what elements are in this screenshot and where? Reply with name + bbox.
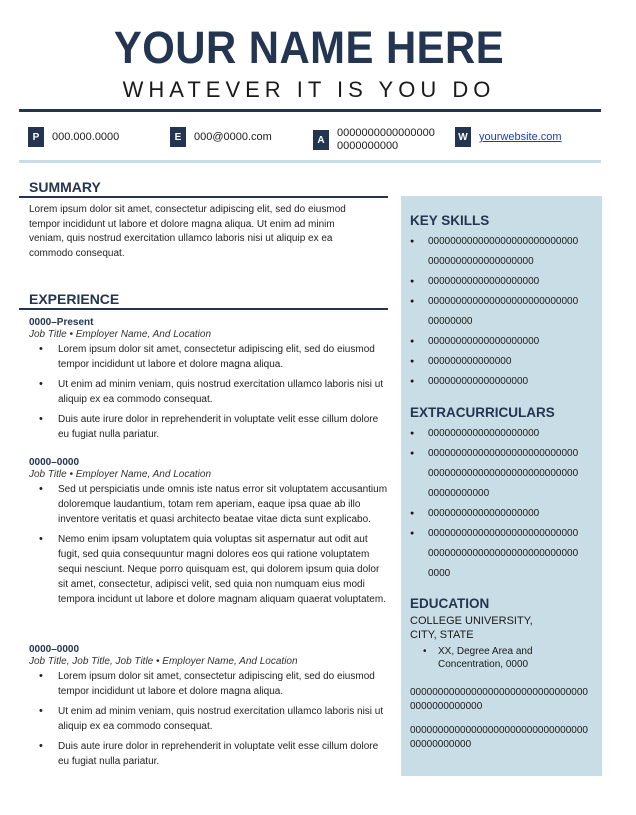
experience-heading: EXPERIENCE bbox=[29, 291, 120, 307]
list-item: ● 0000000000000000000000000000000000000000000000 bbox=[410, 232, 583, 272]
summary-text: Lorem ipsum dolor sit amet, consectetur adipiscing elit, sed do eiusmod tempor incididunt ut labore et dolore magna aliqua. Ut enim ad minim veniam, quis nostrud exercitation ullamco laboris nisi ut aliquip ex ea commodo consequat. bbox=[29, 204, 346, 259]
contact-address bbox=[313, 127, 435, 153]
list-item: • Ut enim ad minim veniam, quis nostrud exercitation ullamco laboris nisi ut aliquip ex ea commodo consequat. bbox=[29, 704, 389, 734]
job-2-date: 0000–0000 bbox=[29, 457, 80, 468]
address-value bbox=[337, 127, 435, 153]
job-3-bullets bbox=[29, 669, 389, 774]
list-item: ● 00000000000000000000 bbox=[410, 272, 583, 292]
experience-rule bbox=[19, 308, 388, 310]
education-degree-list bbox=[410, 645, 563, 671]
contact-email bbox=[170, 127, 272, 147]
list-item: ● 00000000000000000000 bbox=[410, 504, 583, 524]
list-item: • Duis aute irure dolor in reprehenderit in voluptate velit esse cillum dolore eu fugiat nulla pariatur. bbox=[29, 739, 389, 769]
summary-rule bbox=[19, 196, 388, 198]
resume-tagline: WHATEVER IT IS YOU DO bbox=[122, 77, 496, 102]
education-school-line-2: CITY, STATE bbox=[410, 629, 474, 641]
website-badge: W bbox=[455, 127, 471, 147]
list-item: ● 000000000000000 bbox=[410, 352, 583, 372]
job-3-title: Job Title, Job Title, Job Title • Employer Name, And Location bbox=[29, 656, 298, 667]
list-item: • Nemo enim ipsam voluptatem quia voluptas sit aspernatur aut odit aut fugit, sed quia consequuntur magni dolores eos qui ratione voluptatem sequi nesciunt. Neque porro quisquam est, qui dolorem ipsum quia dolor sit amet, consectetur, adipisci velit, sed quia non numquam eius modi tempora incidunt ut labore et dolore magnam aliquam quaerat voluptatem. bbox=[29, 532, 389, 607]
contact-website bbox=[455, 127, 562, 147]
website-link[interactable]: yourwebsite.com bbox=[479, 131, 562, 143]
list-item: • Lorem ipsum dolor sit amet, consectetur adipiscing elit, sed do eiusmod tempor incididunt ut labore et dolore magna aliqua. bbox=[29, 342, 389, 372]
education-block-2: 0000000000000000000000000000000000000000000 bbox=[410, 725, 588, 750]
list-item: • Lorem ipsum dolor sit amet, consectetur adipiscing elit, sed do eiusmod tempor incididunt ut labore et dolore magna aliqua. bbox=[29, 669, 389, 699]
list-item: • XX, Degree Area and Concentration, 0000 bbox=[410, 645, 563, 671]
key-skills-list bbox=[410, 232, 583, 392]
list-item: ● 00000000000000000000000000000000000000000000000000000000000000000 bbox=[410, 444, 583, 504]
list-item: • Duis aute irure dolor in reprehenderit in voluptate velit esse cillum dolore eu fugiat nulla pariatur. bbox=[29, 412, 389, 442]
contact-divider bbox=[19, 160, 601, 163]
job-1-date: 0000–Present bbox=[29, 317, 94, 328]
list-item: ● 0000000000000000000000000000000000000000000000000000000000 bbox=[410, 524, 583, 584]
email-badge: E bbox=[170, 127, 186, 147]
phone-value: 000.000.0000 bbox=[52, 131, 120, 143]
job-1-title: Job Title • Employer Name, And Location bbox=[29, 329, 212, 340]
list-item: ● 00000000000000000000000000000000000 bbox=[410, 292, 583, 332]
address-line-2: 0000000000 bbox=[337, 140, 399, 152]
header-divider bbox=[19, 109, 601, 112]
contact-phone bbox=[28, 127, 119, 147]
list-item: • Sed ut perspiciatis unde omnis iste natus error sit voluptatem accusantium doloremque laudantium, totam rem aperiam, eaque ipsa quae ab illo inventore veritatis et quasi architecto beatae vitae dicta sunt explicabo. bbox=[29, 482, 389, 527]
job-2-title: Job Title • Employer Name, And Location bbox=[29, 469, 212, 480]
extracurriculars-list bbox=[410, 424, 583, 584]
job-3-date: 0000–0000 bbox=[29, 644, 80, 655]
address-badge: A bbox=[313, 130, 329, 150]
education-school bbox=[410, 614, 533, 642]
education-block-1: 000000000000000000000000000000000000000000000 bbox=[410, 687, 588, 712]
education-heading: EDUCATION bbox=[410, 596, 490, 611]
job-2-bullets bbox=[29, 482, 389, 612]
education-school-line-1: COLLEGE UNIVERSITY, bbox=[410, 615, 533, 627]
list-item: ● 00000000000000000000 bbox=[410, 332, 583, 352]
list-item: • Ut enim ad minim veniam, quis nostrud exercitation ullamco laboris nisi ut aliquip ex ea commodo consequat. bbox=[29, 377, 389, 407]
list-item: ● 000000000000000000 bbox=[410, 372, 583, 392]
key-skills-heading: KEY SKILLS bbox=[410, 213, 490, 228]
phone-badge: P bbox=[28, 127, 44, 147]
list-item: ● 00000000000000000000 bbox=[410, 424, 583, 444]
extracurriculars-heading: EXTRACURRICULARS bbox=[410, 405, 555, 420]
resume-name: YOUR NAME HERE bbox=[113, 22, 505, 73]
job-1-bullets bbox=[29, 342, 389, 447]
address-line-1: 0000000000000000 bbox=[337, 127, 435, 139]
summary-heading: SUMMARY bbox=[29, 179, 101, 195]
email-value: 000@0000.com bbox=[194, 131, 272, 143]
